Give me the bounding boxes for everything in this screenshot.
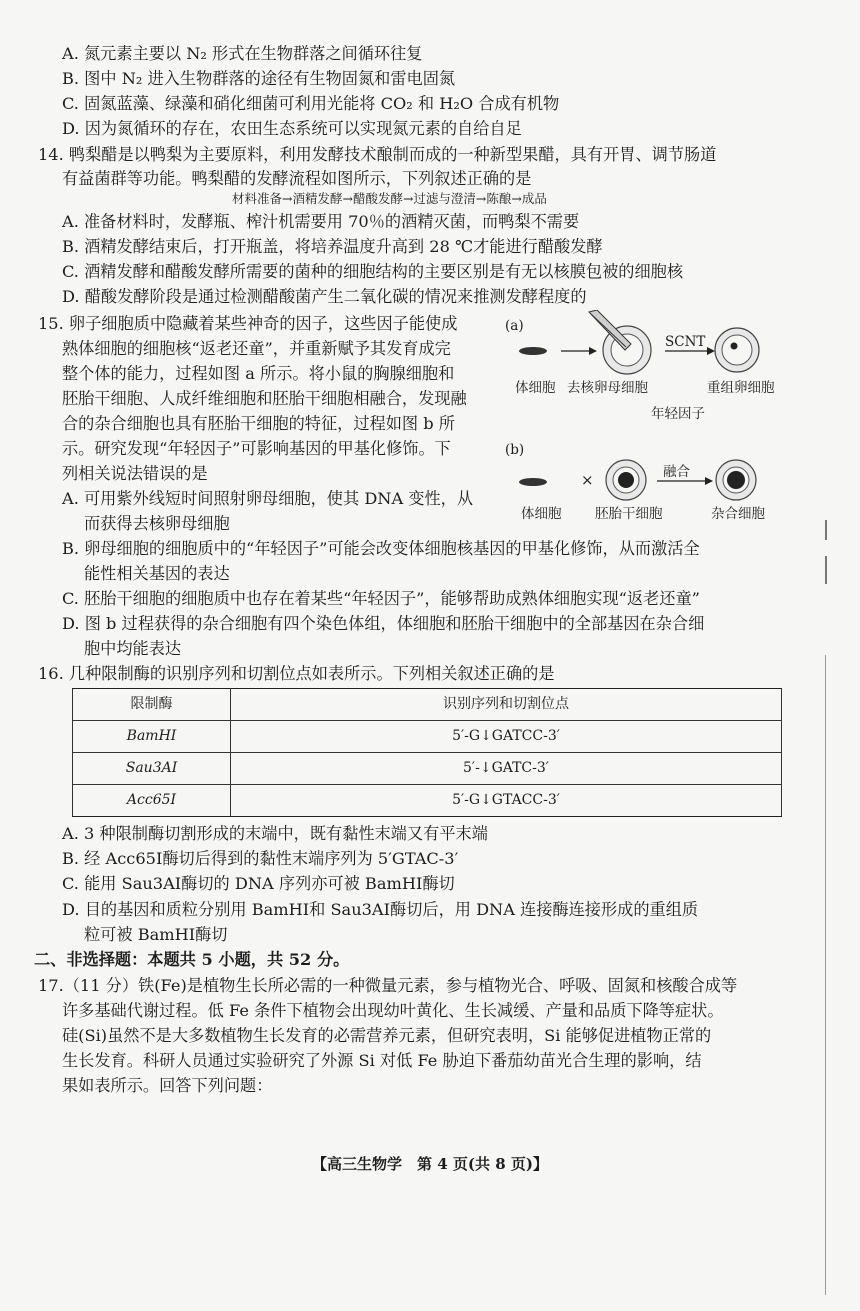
q13-option-a: A. 氮元素主要以 N₂ 形式在生物群落之间循环往复 — [62, 44, 423, 63]
q13-option-b: B. 图中 N₂ 进入生物群落的途径有生物固氮和雷电固氮 — [62, 69, 456, 88]
enzyme-site: 5′-G↓GTACC-3′ — [231, 785, 782, 817]
section-2-heading: 二、非选择题：本题共 5 小题，共 52 分。 — [34, 950, 350, 969]
table-row — [73, 721, 782, 753]
q15-diagram — [505, 310, 805, 525]
hybrid-cell-label: 杂合细胞 — [711, 506, 765, 522]
q13-option-c: C. 固氮蓝藻、绿藻和硝化细菌可利用光能将 CO₂ 和 H₂O 合成有机物 — [62, 94, 560, 113]
enzyme-name: Acc65Ⅰ — [73, 785, 231, 817]
q13-option-d: D. 因为氮循环的存在，农田生态系统可以实现氮元素的自给自足 — [62, 119, 522, 138]
q15-option-c: C. 胚胎干细胞的细胞质中也存在着某些“年轻因子”，能够帮助成熟体细胞实现“返老还童” — [62, 589, 700, 608]
q15-option-b-line2: 能性相关基因的表达 — [84, 564, 230, 583]
q14-stem-line1: 14. 鸭梨醋是以鸭梨为主要原料，利用发酵技术酿制而成的一种新型果醋，具有开胃、调节肠道 — [38, 145, 717, 164]
q15-option-d-line2: 胞中均能表达 — [84, 639, 182, 658]
fusion-label: 融合 — [663, 464, 690, 480]
q15-stem-line2: 熟体细胞的细胞核“返老还童”，并重新赋予其发育成完 — [62, 339, 451, 358]
q15-stem-line6: 示。研究发现“年轻因子”可影响基因的甲基化修饰。下 — [62, 439, 451, 458]
somatic-cell-b-icon — [519, 478, 547, 486]
q17-line4: 生长发育。科研人员通过实验研究了外源 Si 对低 Fe 胁迫下番茄幼苗光合生理的影响，结 — [62, 1051, 702, 1070]
diagram-b-tag: (b) — [505, 442, 525, 458]
restriction-enzyme-table — [72, 688, 782, 817]
enzyme-name: Sau3AⅠ — [73, 753, 231, 785]
q15-option-a-line2: 而获得去核卵母细胞 — [84, 514, 230, 533]
q15-stem-line1: 15. 卵子细胞质中隐藏着某些神奇的因子，这些因子能使成 — [38, 314, 458, 333]
q16-option-a: A. 3 种限制酶切割形成的末端中，既有黏性末端又有平末端 — [62, 824, 488, 843]
reconstructed-egg-label: 重组卵细胞 — [707, 380, 775, 396]
enzyme-site: 5′-G↓GATCC-3′ — [231, 721, 782, 753]
table-header-enzyme: 限制酶 — [73, 689, 231, 721]
young-factor-label: 年轻因子 — [651, 406, 705, 422]
q14-option-b: B. 酒精发酵结束后，打开瓶盖，将培养温度升高到 28 ℃才能进行醋酸发酵 — [62, 237, 603, 256]
table-row — [73, 753, 782, 785]
q15-option-b-line1: B. 卵母细胞的细胞质中的“年轻因子”可能会改变体细胞核基因的甲基化修饰，从而激活全 — [62, 539, 700, 558]
nucleus-icon — [731, 343, 738, 350]
esc-nucleus-icon — [618, 472, 634, 488]
q14-flow-chart: 材料准备→酒精发酵→醋酸发酵→过滤与澄清→陈酿→成品 — [232, 191, 547, 206]
somatic-cell-b-label: 体细胞 — [521, 506, 562, 522]
table-header-sequence: 识别序列和切割位点 — [231, 689, 782, 721]
q16-option-b: B. 经 Acc65Ⅰ酶切后得到的黏性末端序列为 5′GTAC-3′ — [62, 849, 459, 868]
page-footer: 【高三生物学 第 4 页(共 8 页)】 — [312, 1155, 548, 1173]
q15-option-a-line1: A. 可用紫外线短时间照射卵母细胞，使其 DNA 变性，从 — [62, 489, 474, 508]
somatic-cell-a-label: 体细胞 — [515, 380, 556, 396]
q15-stem-line5: 合的杂合细胞也具有胚胎干细胞的特征，过程如图 b 所 — [62, 414, 455, 433]
scnt-label: SCNT — [665, 334, 706, 350]
q15-option-d-line1: D. 图 b 过程获得的杂合细胞有四个染色体组，体细胞和胚胎干细胞中的全部基因在杂合细 — [62, 614, 705, 633]
scan-edge-mark — [825, 520, 827, 540]
q14-option-a: A. 准备材料时，发酵瓶、榨汁机需要用 70％的酒精灭菌，而鸭梨不需要 — [62, 212, 580, 231]
q14-stem-line2: 有益菌群等功能。鸭梨醋的发酵流程如图所示，下列叙述正确的是 — [62, 169, 532, 188]
q17-line1: 17.（11 分）铁(Fe)是植物生长所必需的一种微量元素，参与植物光合、呼吸、固氮和核酸合成等 — [38, 976, 738, 995]
enucleated-oocyte-label: 去核卵母细胞 — [567, 380, 648, 396]
cross-symbol: × — [581, 471, 594, 489]
table-header-row — [73, 689, 782, 721]
q17-line3: 硅(Si)虽然不是大多数植物生长发育的必需营养元素，但研究表明，Si 能够促进植物正常的 — [62, 1026, 712, 1045]
q15-stem-line3: 整个体的能力，过程如图 a 所示。将小鼠的胸腺细胞和 — [62, 364, 455, 383]
table-row — [73, 785, 782, 817]
scan-edge-mark — [825, 556, 827, 584]
esc-label: 胚胎干细胞 — [595, 506, 663, 522]
q14-option-c: C. 酒精发酵和醋酸发酵所需要的菌种的细胞结构的主要区别是有无以核膜包被的细胞核 — [62, 262, 684, 281]
q17-line2: 许多基础代谢过程。低 Fe 条件下植物会出现幼叶黄化、生长减缓、产量和品质下降等症状。 — [62, 1001, 724, 1020]
q15-stem-line7: 列相关说法错误的是 — [62, 464, 208, 483]
enzyme-site: 5′-↓GATC-3′ — [231, 753, 782, 785]
q15-stem-line4: 胚胎干细胞、人成纤维细胞和胚胎干细胞相融合，发现融 — [62, 389, 467, 408]
q16-stem: 16. 几种限制酶的识别序列和切割位点如表所示。下列相关叙述正确的是 — [38, 664, 555, 683]
q14-option-d: D. 醋酸发酵阶段是通过检测醋酸菌产生二氧化碳的情况来推测发酵程度的 — [62, 287, 587, 306]
q16-option-c: C. 能用 Sau3AⅠ酶切的 DNA 序列亦可被 BamHⅠ酶切 — [62, 874, 455, 893]
diagram-a-tag: (a) — [505, 318, 524, 334]
scan-edge-line — [825, 655, 826, 1295]
enzyme-name: BamHⅠ — [73, 721, 231, 753]
q16-option-d-line1: D. 目的基因和质粒分别用 BamHⅠ和 Sau3AⅠ酶切后，用 DNA 连接酶连接形成的重组质 — [62, 900, 699, 919]
hybrid-nucleus-icon — [727, 471, 745, 489]
q17-line5: 果如表所示。回答下列问题： — [62, 1076, 273, 1095]
somatic-cell-a-icon — [519, 347, 547, 355]
q16-option-d-line2: 粒可被 BamHⅠ酶切 — [84, 925, 228, 944]
